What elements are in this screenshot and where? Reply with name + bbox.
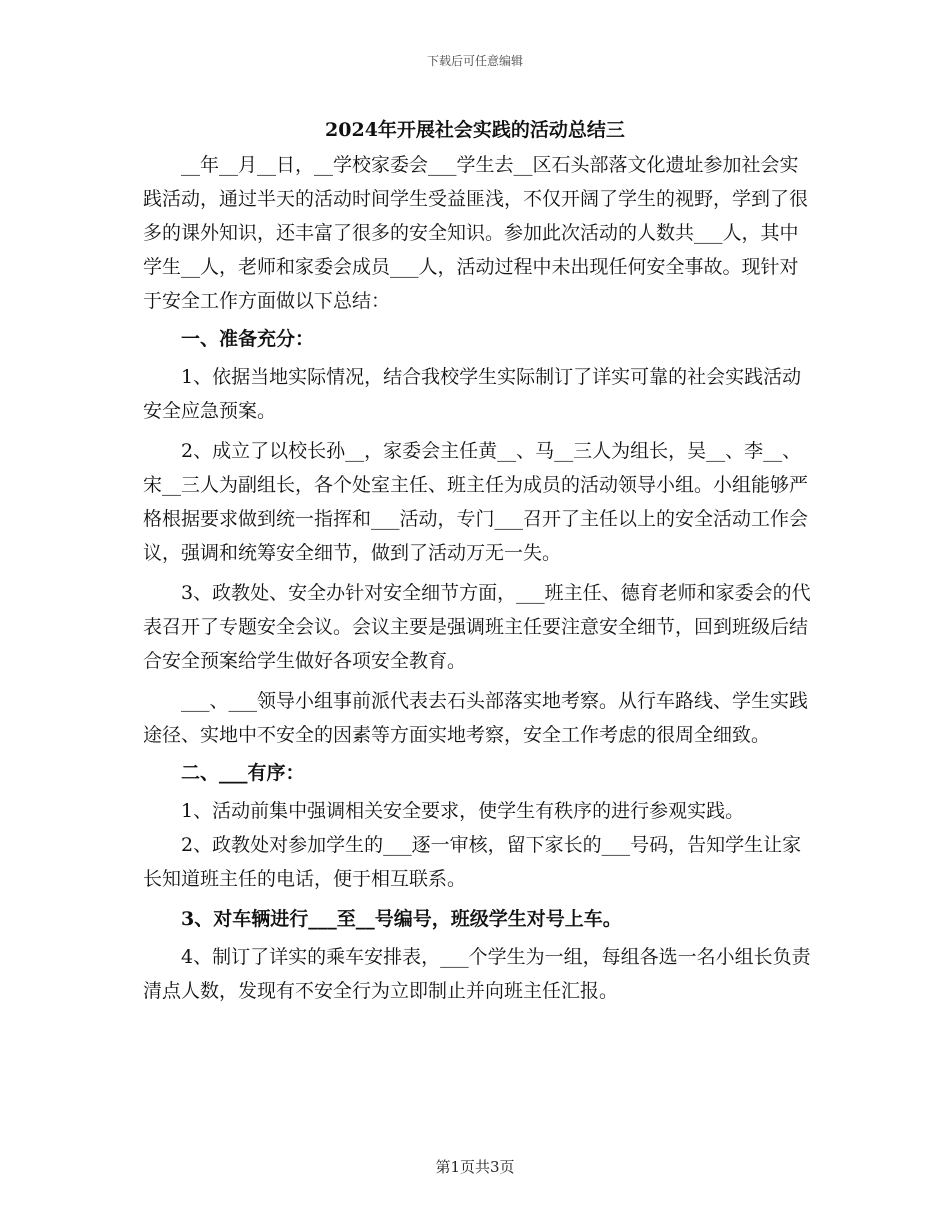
header-note: 下载后可任意编辑 <box>426 54 523 68</box>
paragraph-item: 3、政教处、安全办针对安全细节方面，___班主任、德育老师和家委会的代表召开了专题安全会议。会议主要是强调班主任要注意安全细节，回到班级后结合安全预案给学生做好各项安全教育。 <box>143 582 811 672</box>
paragraph-intro: __年__月__日，__学校家委会___学生去__区石头部落文化遗址参加社会实践活动，通过半天的活动时间学生受益匪浅，不仅开阔了学生的视野，学到了很多的课外知识，还丰富了很多的安全知识。参加此次活动的人数共___人，其中学生__人，老师和家委会成员___人，活动过程中未出现任何安全事故。现针对于安全工作方面做以下总结： <box>143 154 809 312</box>
paragraph-item: 4、制订了详实的乘车安排表，___个学生为一组，每组各选一名小组长负责清点人数，发现有不安全行为立即制止并向班主任汇报。 <box>143 946 811 1002</box>
section-heading-order: 二、___有序： <box>181 762 305 784</box>
page-number: 第1页共3页 <box>435 1158 515 1176</box>
paragraph-item: 1、依据当地实际情况，结合我校学生实际制订了详实可靠的社会实践活动安全应急预案。 <box>143 366 802 422</box>
paragraph-item: ___、___领导小组事前派代表去石头部落实地考察。从行车路线、学生实践途径、实地中不安全的因素等方面实地考察，安全工作考虑的很周全细致。 <box>143 690 809 746</box>
section-heading-preparation: 一、准备充分： <box>181 328 315 350</box>
paragraph-item: 1、活动前集中强调相关安全要求，使学生有秩序的进行参观实践。 <box>181 800 745 822</box>
paragraph-item: 2、政教处对参加学生的___逐一审核，留下家长的___号码，告知学生让家长知道班主任的电话，便于相互联系。 <box>143 834 802 890</box>
document-body <box>143 148 815 1008</box>
paragraph-item-bold: 3、对车辆进行___至__号编号，班级学生对号上车。 <box>181 908 622 930</box>
document-title: 2024年开展社会实践的活动总结三 <box>325 119 625 141</box>
paragraph-item: 2、成立了以校长孙__，家委会主任黄__、马__三人为组长，吴__、李__、宋__三人为副组长，各个处室主任、班主任为成员的活动领导小组。小组能够严格根据要求做到统一指挥和___活动，专门___召开了主任以上的安全活动工作会议，强调和统筹安全细节，做到了活动万无一失。 <box>143 440 809 564</box>
